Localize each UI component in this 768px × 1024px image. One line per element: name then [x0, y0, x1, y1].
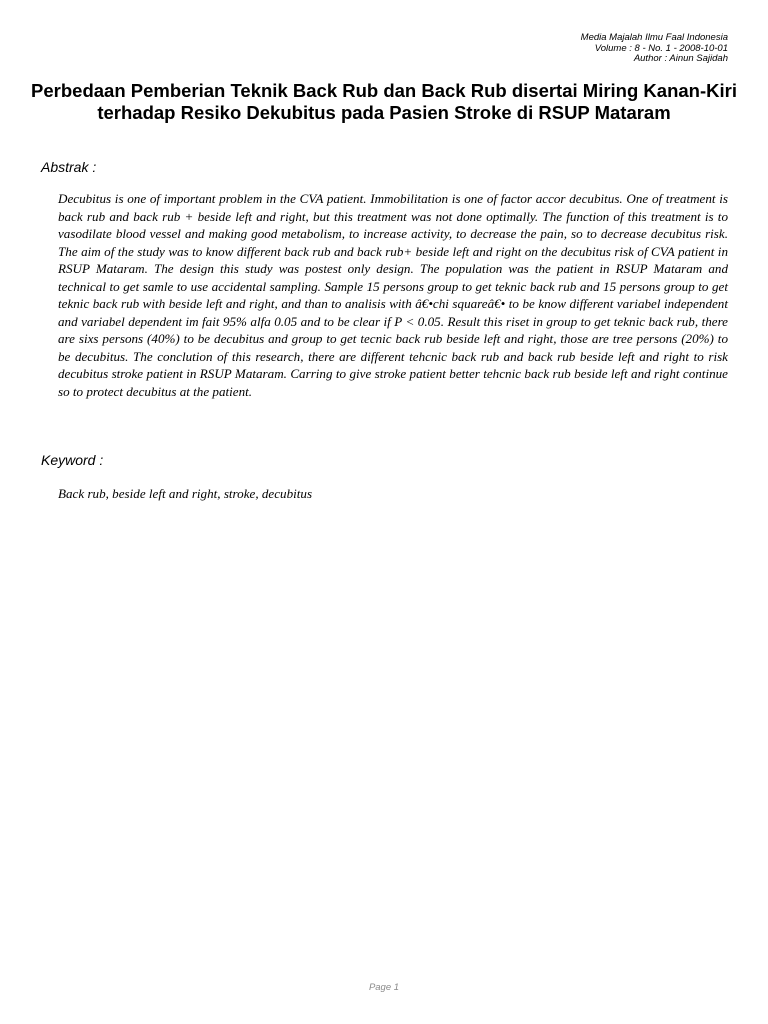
article-author: Author : Ainun Sajidah	[633, 53, 728, 64]
keyword-heading: Keyword :	[41, 452, 104, 468]
article-title: Perbedaan Pemberian Teknik Back Rub dan Back Rub disertai Miring Kanan-Kiri terhadap Resiko Dekubitus pada Pasien Stroke di RSUP Mataram	[31, 80, 737, 123]
journal-volume: Volume : 8 - No. 1 - 2008-10-01	[594, 42, 728, 54]
keyword-body: Back rub, beside left and right, stroke, decubitus	[58, 486, 313, 501]
journal-header	[581, 33, 728, 65]
abstract-body: Decubitus is one of important problem in the CVA patient. Immobilitation is one of factor accor decubitus. One of treatment is back rub and back rub + beside left and right, but this treatment was not done optimally. The function of this treatment is to vasodilate blood vessel and making good metabolism, to increase activity, to decrease the pain, so to decrease decubitus risk. The aim of the study was to know different back rub and back rub+ beside left and right on the decubitus risk of CVA patient in RSUP Mataram. The design this study was postest only design. The population was the patient in RSUP Mataram and technical to get samle to use accidental sampling. Sample 15 persons group to get teknic back rub and 15 persons group to get teknic back rub with beside left and right, and than to analisis with â€•chi squareâ€• to be know different variabel independent and variabel dependent im fait 95% alfa 0.05 and to be clear if P < 0.05. Result this riset in group to get teknic back rub, there are sixs persons (40%) to be decubitus and group to get tecnic back rub beside left and right, those are tree persons (20%) to be decubitus. The conclution of this research, there are different tehcnic back rub and back rub beside left and right to risk decubitus stroke patient in RSUP Mataram. Carring to give stroke patient better tehcnic back rub beside left and right continue so to protect decubitus at the patient.	[58, 191, 728, 399]
page-number: Page 1	[368, 982, 400, 993]
abstract-heading: Abstrak :	[41, 159, 97, 175]
journal-name: Media Majalah Ilmu Faal Indonesia	[580, 32, 728, 43]
